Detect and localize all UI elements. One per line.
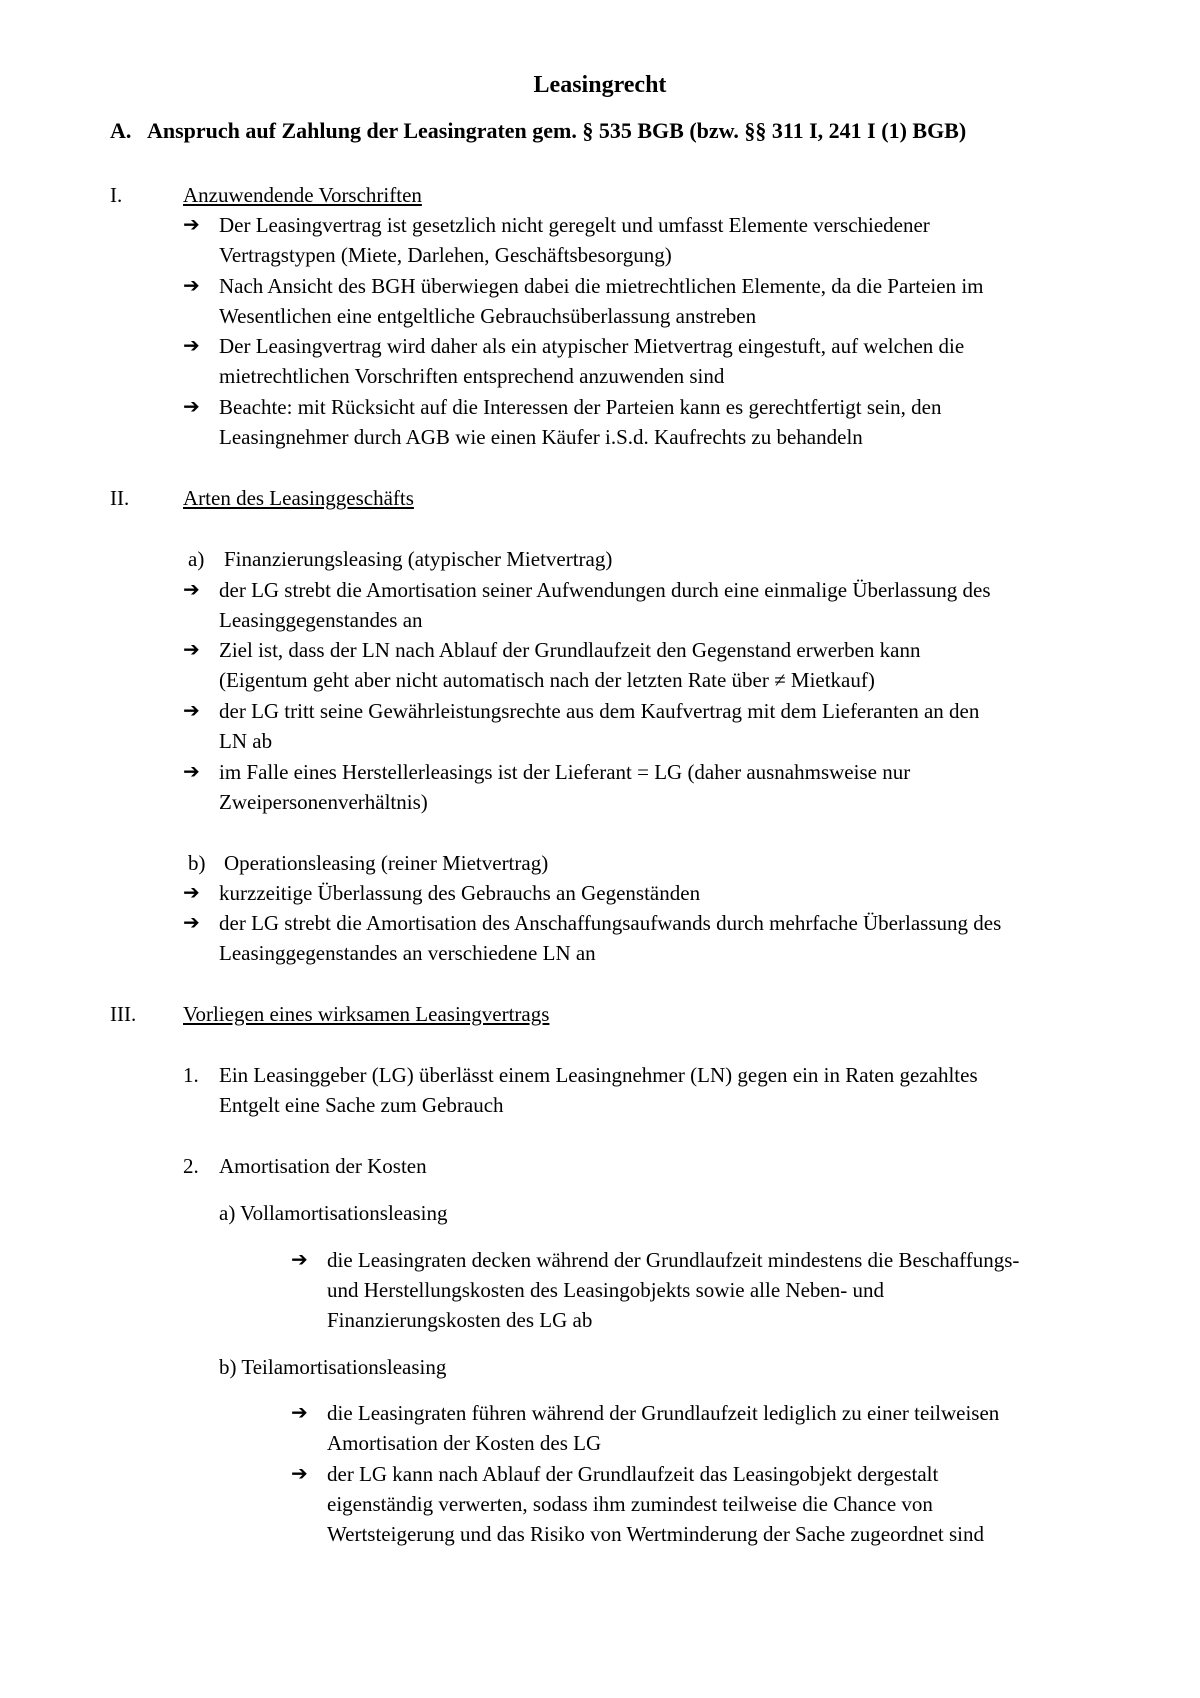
- bullet-line: Leasingnehmer durch AGB wie einen Käufer i.S.d. Kaufrechts zu behandeln: [219, 425, 863, 449]
- subsection-marker: b): [188, 851, 206, 875]
- bullet-line: Wesentlichen eine entgeltliche Gebrauchsüberlassung anstreben: [219, 304, 757, 328]
- arrow-icon: ➔: [183, 882, 200, 904]
- arrow-icon: ➔: [183, 761, 200, 783]
- bullet-line: Vertragstypen (Miete, Darlehen, Geschäftsbesorgung): [219, 243, 672, 267]
- bullet-line: im Falle eines Herstellerleasings ist der Lieferant = LG (daher ausnahmsweise nur: [219, 760, 911, 784]
- arrow-icon: ➔: [183, 700, 200, 722]
- bullet-line: eigenständig verwerten, sodass ihm zumindest teilweise die Chance von: [327, 1492, 933, 1516]
- heading-text: Anspruch auf Zahlung der Leasingraten gem. § 535 BGB (bzw. §§ 311 I, 241 I (1) BGB): [147, 118, 967, 143]
- section-numeral: III.: [110, 1002, 137, 1026]
- item-marker: 2.: [183, 1154, 199, 1178]
- section-numeral: II.: [110, 486, 130, 510]
- bullet-line: Nach Ansicht des BGH überwiegen dabei die mietrechtlichen Elemente, da die Parteien im: [219, 274, 984, 298]
- arrow-icon: ➔: [183, 396, 200, 418]
- subsection-title: Operationsleasing (reiner Mietvertrag): [224, 851, 549, 875]
- bullet-line: Leasinggegenstandes an verschiedene LN an: [219, 941, 596, 965]
- bullet-line: mietrechtlichen Vorschriften entsprechend anzuwenden sind: [219, 364, 725, 388]
- bullet-line: Finanzierungskosten des LG ab: [327, 1308, 593, 1332]
- section-numeral: I.: [110, 183, 123, 207]
- section-title: Arten des Leasinggeschäfts: [183, 486, 414, 510]
- subsection-title: Finanzierungsleasing (atypischer Mietvertrag): [224, 547, 613, 571]
- item-line: Ein Leasinggeber (LG) überlässt einem Leasingnehmer (LN) gegen ein in Raten gezahltes: [219, 1063, 978, 1087]
- arrow-icon: ➔: [291, 1463, 308, 1485]
- arrow-icon: ➔: [183, 214, 200, 236]
- bullet-line: der LG tritt seine Gewährleistungsrechte aus dem Kaufvertrag mit dem Lieferanten an den: [219, 699, 980, 723]
- bullet-line: Zweipersonenverhältnis): [219, 790, 428, 814]
- bullet-line: der LG strebt die Amortisation des Anschaffungsaufwands durch mehrfache Überlassung des: [219, 911, 1002, 935]
- subitem-title: a) Vollamortisationsleasing: [219, 1201, 448, 1225]
- arrow-icon: ➔: [183, 275, 200, 297]
- bullet-line: Amortisation der Kosten des LG: [327, 1431, 602, 1455]
- item-line: Entgelt eine Sache zum Gebrauch: [219, 1093, 504, 1117]
- section-title: Vorliegen eines wirksamen Leasingvertrags: [183, 1002, 550, 1026]
- bullet-line: Leasinggegenstandes an: [219, 608, 423, 632]
- arrow-icon: ➔: [183, 335, 200, 357]
- bullet-line: (Eigentum geht aber nicht automatisch nach der letzten Rate über ≠ Mietkauf): [219, 668, 875, 692]
- subitem-title: b) Teilamortisationsleasing: [219, 1355, 447, 1379]
- bullet-line: die Leasingraten decken während der Grundlaufzeit mindestens die Beschaffungs-: [327, 1248, 1020, 1272]
- section-title: Anzuwendende Vorschriften: [183, 183, 422, 207]
- bullet-line: kurzzeitige Überlassung des Gebrauchs an Gegenständen: [219, 881, 701, 905]
- arrow-icon: ➔: [183, 579, 200, 601]
- bullet-line: Wertsteigerung und das Risiko von Wertminderung der Sache zugeordnet sind: [327, 1522, 984, 1546]
- arrow-icon: ➔: [291, 1249, 308, 1271]
- bullet-line: die Leasingraten führen während der Grundlaufzeit lediglich zu einer teilweisen: [327, 1401, 1000, 1425]
- bullet-line: Der Leasingvertrag ist gesetzlich nicht geregelt und umfasst Elemente verschiedener: [219, 213, 930, 237]
- bullet-line: der LG strebt die Amortisation seiner Aufwendungen durch eine einmalige Überlassung des: [219, 578, 991, 602]
- bullet-line: Ziel ist, dass der LN nach Ablauf der Grundlaufzeit den Gegenstand erwerben kann: [219, 638, 921, 662]
- bullet-line: der LG kann nach Ablauf der Grundlaufzeit das Leasingobjekt dergestalt: [327, 1462, 939, 1486]
- arrow-icon: ➔: [183, 639, 200, 661]
- document-title: Leasingrecht: [533, 72, 667, 98]
- arrow-icon: ➔: [183, 912, 200, 934]
- bullet-line: und Herstellungskosten des Leasingobjekts sowie alle Neben- und: [327, 1278, 884, 1302]
- item-marker: 1.: [183, 1063, 199, 1087]
- bullet-line: Der Leasingvertrag wird daher als ein atypischer Mietvertrag eingestuft, auf welchen die: [219, 334, 965, 358]
- item-title: Amortisation der Kosten: [219, 1154, 427, 1178]
- subsection-marker: a): [188, 547, 205, 571]
- heading-marker: A.: [110, 118, 132, 143]
- bullet-line: Beachte: mit Rücksicht auf die Interessen der Parteien kann es gerechtfertigt sein, den: [219, 395, 942, 419]
- bullet-line: LN ab: [219, 729, 273, 753]
- arrow-icon: ➔: [291, 1402, 308, 1424]
